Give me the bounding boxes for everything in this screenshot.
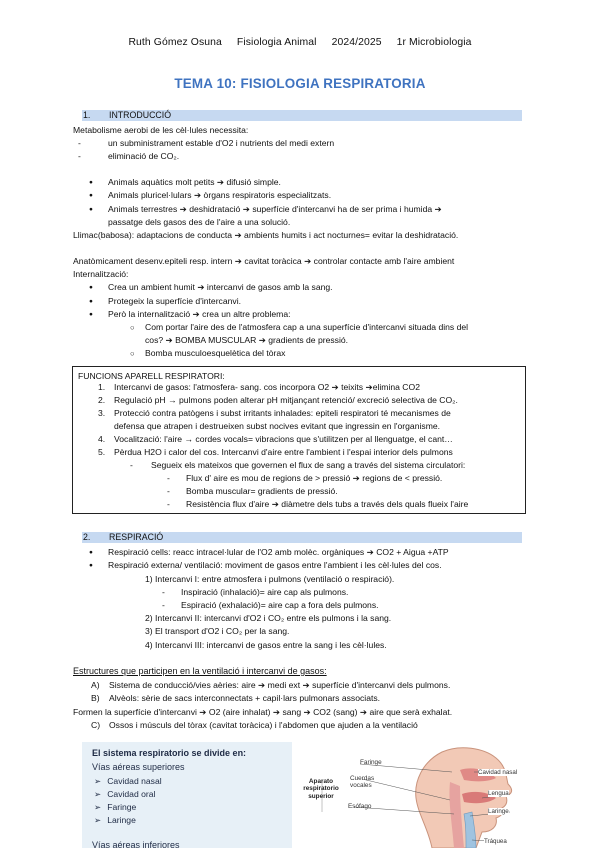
structure-item: Sistema de conducció/vies aèries: aire ➔ medi ext ➔ superfície d'intercanvi dels pulmons. [109, 680, 451, 690]
section-2-number: 2. [83, 532, 91, 542]
intro-text: Metabolisme aerobi de les cèl·lules necessita: [73, 125, 249, 135]
label-esofago: Esófago [348, 803, 372, 810]
exchange-step: 3) El transport d'O2 i CO₂ per la sang. [145, 626, 290, 636]
llimac-text: Llimac(babosa): adaptacions de conducta ➔ ambients humits i act nocturnes= evitar la deshidratació. [73, 230, 459, 240]
header-author: Ruth Gómez Osuna [128, 37, 222, 48]
function-number: 1. [98, 382, 106, 392]
function-number: 2. [98, 395, 106, 405]
functions-heading: FUNCIONS APARELL RESPIRATORI: [78, 371, 225, 381]
structure-letter: B) [91, 693, 100, 703]
animal-item: ● Animals terrestres ➔ deshidratació ➔ superfície d'intercanvi ha de ser prima i humida ➔ [108, 204, 442, 214]
airway-item-text: Cavidad nasal [107, 776, 162, 786]
sub-item: ○ Bomba musculoesquelètica del tòrax [145, 348, 285, 358]
flow-rule: - Segueix els mateixos que governen el flux de sang a través del sistema circulatori: [130, 460, 466, 470]
airway-item: ➢ Laringe [94, 815, 136, 825]
function-item: Vocalització: l'aire → cordes vocals= vibracions que s'utilitzen per al llenguatge, el cant… [114, 434, 453, 444]
functions-box [72, 366, 526, 514]
figure-title: El sistema respiratorio se divide en: [92, 748, 247, 758]
label-cavidad-nasal: Cavidad nasal [478, 769, 518, 776]
flow-sub-text: Bomba muscular= gradients de pressió. [186, 486, 338, 496]
structures-heading: Estructures que participen en la ventilació i intercanvi de gasos: [73, 666, 327, 676]
flow-sub-item: - Bomba muscular= gradients de pressió. [167, 486, 338, 496]
airway-item-text: Laringe [107, 815, 136, 825]
internalization-item: ● Protegeix la superfície d'intercanvi. [108, 296, 241, 306]
section-1-heading [82, 110, 522, 121]
exchange-sub-text: Espiració (exhalació)= aire cap a fora dels pulmons. [181, 600, 379, 610]
internalization-item: ● Crea un ambient humit ➔ intercanvi de gasos amb la sang. [108, 282, 333, 292]
header-subject: Fisiologia Animal [236, 37, 317, 48]
structure-letter: A) [91, 680, 100, 690]
respiratory-figure [82, 742, 522, 848]
flow-sub-item: - Flux d' aire es mou de regions de > pressió ➔ regions de < pressió. [167, 473, 443, 483]
label-laringe: Laringe [488, 808, 509, 815]
structure-letter: C) [91, 720, 101, 730]
flow-sub-item: - Resistència flux d'aire ➔ diàmetre dels tubs a través dels quals flueix l'aire [167, 499, 469, 509]
function-item: Pèrdua H2O i calor del cos. Intercanvi d'aire entre l'ambient i l'espai interior dels pulmons [114, 447, 453, 457]
airway-item-text: Faringe [107, 802, 137, 812]
airway-item: ➢ Cavidad oral [94, 789, 156, 799]
exchange-sub-text: Inspiració (inhalació)= aire cap als pulmons. [181, 587, 349, 597]
exchange-step: 1) Intercanvi I: entre atmosfera i pulmons (ventilació o respiració). [145, 574, 395, 584]
exchange-step: 4) Intercanvi III: intercanvi de gasos entre la sang i les cèl·lules. [145, 640, 387, 650]
label-lengua: Lengua [488, 790, 509, 797]
function-item: Intercanvi de gasos: l'atmosfera- sang. cos incorpora O2 ➔ teixits ➔elimina CO2 [114, 382, 420, 392]
header-course: 1r Microbiologia [396, 37, 472, 48]
flow-rule-text: Segueix els mateixos que governen el flux de sang a través del sistema circulatori: [151, 460, 466, 470]
exchange-step: 2) Intercanvi II: intercanvi d'O2 i CO₂ entre els pulmons i la sang. [145, 613, 392, 623]
label-faringe: Faringe [360, 759, 382, 766]
function-item: Protecció contra patògens i subst irritants inhalades: epiteli respiratori té mecanismes de [114, 408, 451, 418]
label-cuerdas-vocales: Cuerdas vocales [350, 775, 375, 790]
exchange-sub: - Inspiració (inhalació)= aire cap als pulmons. [162, 587, 349, 597]
animal-item: ● Animals pluricel·lulars ➔ òrgans respiratoris especialitzats. [108, 190, 331, 200]
label-traquea: Tráquea [484, 838, 507, 845]
section-1-title: INTRODUCCIÓ [109, 110, 172, 120]
section-1-number: 1. [83, 110, 91, 120]
figure-text-panel [82, 742, 292, 848]
need-item: - un subministrament estable d'O2 i nutrients del medi extern [108, 138, 334, 148]
flow-sub-text: Flux d' aire es mou de regions de > pressió ➔ regions de < pressió. [186, 473, 443, 483]
need-item: - eliminació de CO₂. [108, 151, 179, 161]
animal-item-continued: passatge dels gasos des de l'aire a una solució. [108, 217, 291, 227]
structure-item: Alvèols: sèrie de sacs interconnectats + capil·lars pulmonars associats. [109, 693, 381, 703]
upper-airways-label: Vías aéreas superiores [92, 762, 185, 772]
aparato-line: Aparato [308, 778, 334, 785]
aparato-line: respiratorio [303, 785, 339, 793]
internalization-label: Internalització: [73, 269, 129, 279]
airway-item: ➢ Faringe [94, 802, 137, 812]
respiration-item: ● Respiració externa/ ventilació: moviment de gasos entre l'ambient i les cèl·lules del cos. [108, 560, 442, 570]
function-number: 5. [98, 447, 106, 457]
section-2-title: RESPIRACIÓ [109, 532, 164, 542]
anatomy-illustration [292, 742, 522, 848]
airway-item-text: Cavidad oral [107, 789, 156, 799]
respiration-item: ● Respiració cells: reacc intracel·lular de l'O2 amb molèc. orgàniques ➔ CO2 + Aigua +ATP [108, 547, 449, 557]
flow-sub-text: Resistència flux d'aire ➔ diàmetre dels tubs a través dels quals flueix l'aire [186, 499, 469, 509]
function-number: 3. [98, 408, 106, 418]
page-header [0, 37, 600, 49]
anatomy-text: Anatòmicament desenv.epiteli resp. intern ➔ cavitat toràcica ➔ controlar contacte amb l'aire ambient [73, 256, 455, 266]
exchange-sub: - Espiració (exhalació)= aire cap a fora dels pulmons. [162, 600, 379, 610]
aparato-line: superior [308, 792, 334, 800]
lower-airways-label: Vías aéreas inferiores [92, 840, 180, 848]
sub-item: ○ Com portar l'aire des de l'atmosfera cap a una superfície d'intercanvi situada dins del [145, 322, 468, 332]
internalization-item: ● Però la internalització ➔ crea un altre problema: [108, 309, 291, 319]
function-number: 4. [98, 434, 106, 444]
structure-item: Ossos i músculs del tòrax (cavitat toràcica) i l'abdomen que ajuden a la ventilació [109, 720, 418, 730]
page-title: TEMA 10: FISIOLOGIA RESPIRATORIA [174, 76, 426, 91]
header-year: 2024/2025 [331, 37, 382, 48]
function-item-continued: defensa que atrapen i destrueixen subst nocives evitant que ingressin en l'organisme. [114, 421, 441, 431]
section-2-heading [82, 532, 522, 543]
formen-text: Formen la superfície d'intercanvi ➔ O2 (aire inhalat) ➔ sang ➔ CO2 (sang) ➔ aire que serà exhalat. [73, 707, 453, 717]
sub-item-continued: cos? ➔ BOMBA MUSCULAR ➔ gradients de pressió. [145, 335, 349, 345]
aparato-label [292, 778, 350, 800]
animal-item: ● Animals aquàtics molt petits ➔ difusió simple. [108, 177, 281, 187]
airway-item: ➢ Cavidad nasal [94, 776, 162, 786]
function-item: Regulació pH → pulmons poden alterar pH mitjançant retenció/ excreció selectiva de CO₂. [114, 395, 458, 405]
